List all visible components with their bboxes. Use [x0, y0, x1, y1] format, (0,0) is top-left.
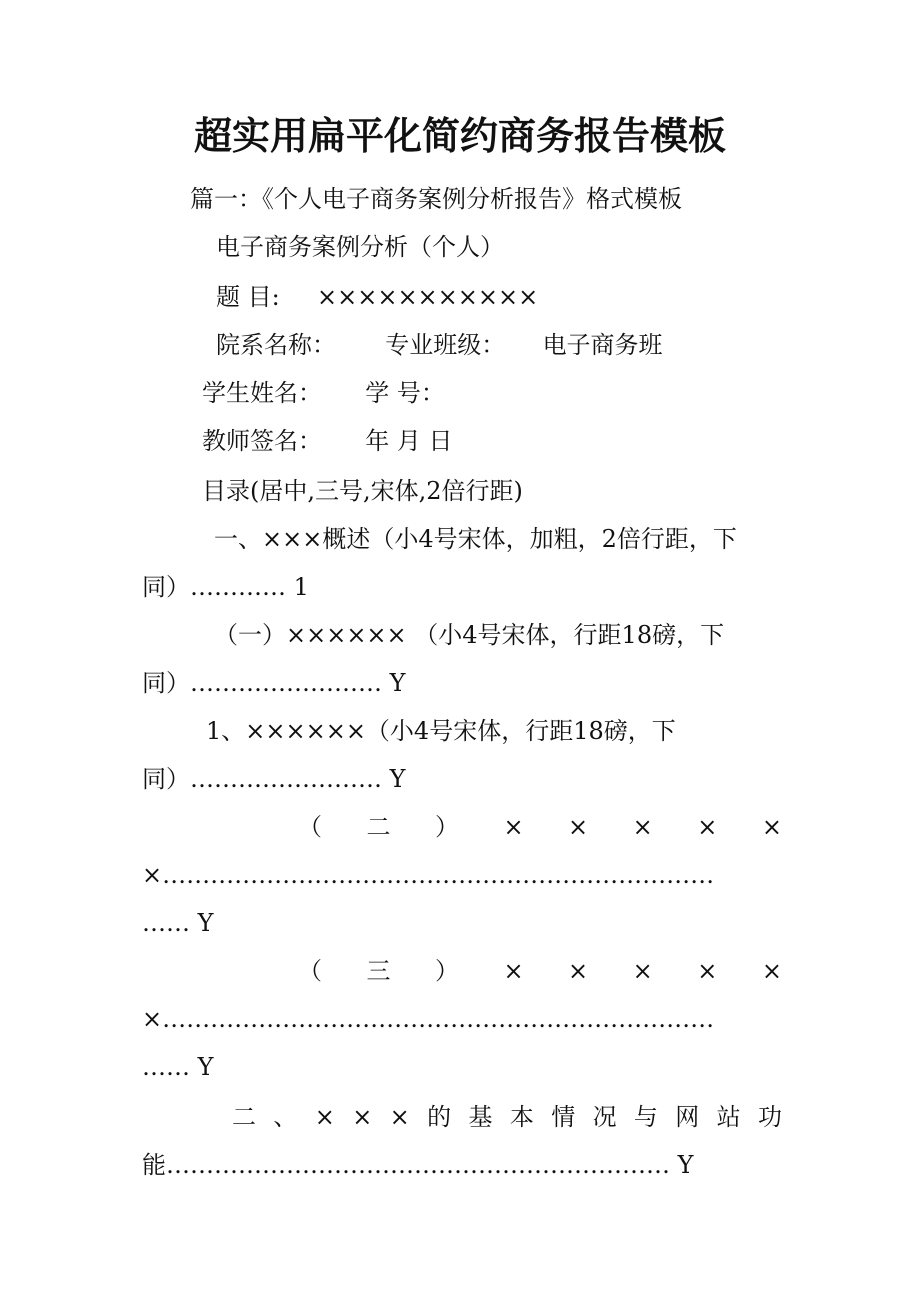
- toc-char: ×: [761, 813, 782, 841]
- toc-char: ×: [503, 813, 524, 841]
- toc-char: ×: [697, 813, 718, 841]
- report-subtitle: 电子商务案例分析（个人）: [216, 233, 504, 261]
- toc-char: ×: [568, 813, 589, 841]
- toc-char: 的: [427, 1103, 452, 1131]
- toc-char: ×: [314, 1103, 335, 1131]
- toc-item-2-line-1: （一）×××××× （小4号宋体，行距18磅，下: [214, 621, 725, 649]
- toc-char: ）: [434, 813, 459, 841]
- toc-char: ×: [568, 957, 589, 985]
- toc-item-2-line-2: 同）…………………… Y: [142, 669, 406, 697]
- toc-item-6-line-2: 能……………………………………………………… Y: [142, 1151, 694, 1179]
- toc-char: 二: [366, 813, 391, 841]
- class-value: 电子商务班: [542, 331, 663, 359]
- toc-char: 、: [273, 1103, 298, 1131]
- date-label: 年 月 日: [365, 427, 453, 455]
- toc-char: ）: [434, 957, 459, 985]
- document-title: 超实用扁平化简约商务报告模板: [193, 114, 726, 158]
- topic-label: 题 目:: [216, 283, 280, 311]
- toc-char: ×: [632, 813, 653, 841]
- toc-item-6-line-1: [232, 1102, 782, 1132]
- toc-item-1-line-1: 一、×××概述（小4号宋体，加粗，2倍行距，下: [214, 525, 737, 553]
- toc-char: （: [298, 957, 322, 985]
- toc-item-4-line-1: [298, 812, 782, 842]
- student-id-label: 学 号：: [365, 379, 445, 407]
- toc-char: （: [298, 813, 322, 841]
- toc-item-4-line-2: ×……………………………………………………………: [142, 861, 715, 889]
- toc-char: ×: [389, 1103, 410, 1131]
- department-row: [216, 330, 663, 360]
- toc-char: 网: [675, 1103, 700, 1131]
- department-label: 院系名称：: [216, 331, 336, 359]
- toc-char: 本: [509, 1103, 534, 1131]
- teacher-row: [202, 426, 453, 456]
- toc-item-5-line-2: ×……………………………………………………………: [142, 1005, 715, 1033]
- toc-item-4-line-3: …… Y: [142, 909, 214, 937]
- toc-char: ×: [352, 1103, 373, 1131]
- toc-char: 情: [551, 1103, 576, 1131]
- toc-char: ×: [632, 957, 653, 985]
- toc-item-1-line-2: 同）………… 1: [142, 573, 309, 601]
- toc-item-5-line-3: …… Y: [142, 1053, 214, 1081]
- toc-char: ×: [503, 957, 524, 985]
- toc-item-3-line-1: 1、××××××（小4号宋体，行距18磅，下: [206, 717, 676, 745]
- teacher-sign-label: 教师签名：: [202, 427, 322, 455]
- toc-heading: 目录(居中,三号,宋体,2倍行距): [202, 477, 523, 505]
- toc-char: 功: [758, 1103, 782, 1131]
- toc-char: 二: [232, 1103, 256, 1131]
- class-label: 专业班级：: [385, 331, 506, 359]
- toc-char: 基: [468, 1103, 493, 1131]
- toc-char: 与: [633, 1103, 658, 1131]
- toc-char: 站: [716, 1103, 741, 1131]
- topic-value: ×××××××××××: [317, 283, 539, 311]
- toc-char: 况: [592, 1103, 617, 1131]
- student-name-label: 学生姓名：: [202, 379, 322, 407]
- topic-row: [216, 282, 538, 312]
- toc-item-5-line-1: [298, 956, 782, 986]
- section-heading: 篇一：《个人电子商务案例分析报告》格式模板: [190, 185, 682, 213]
- student-row: [202, 378, 445, 408]
- toc-char: 三: [366, 957, 391, 985]
- toc-item-3-line-2: 同）…………………… Y: [142, 765, 406, 793]
- toc-char: ×: [761, 957, 782, 985]
- toc-char: ×: [697, 957, 718, 985]
